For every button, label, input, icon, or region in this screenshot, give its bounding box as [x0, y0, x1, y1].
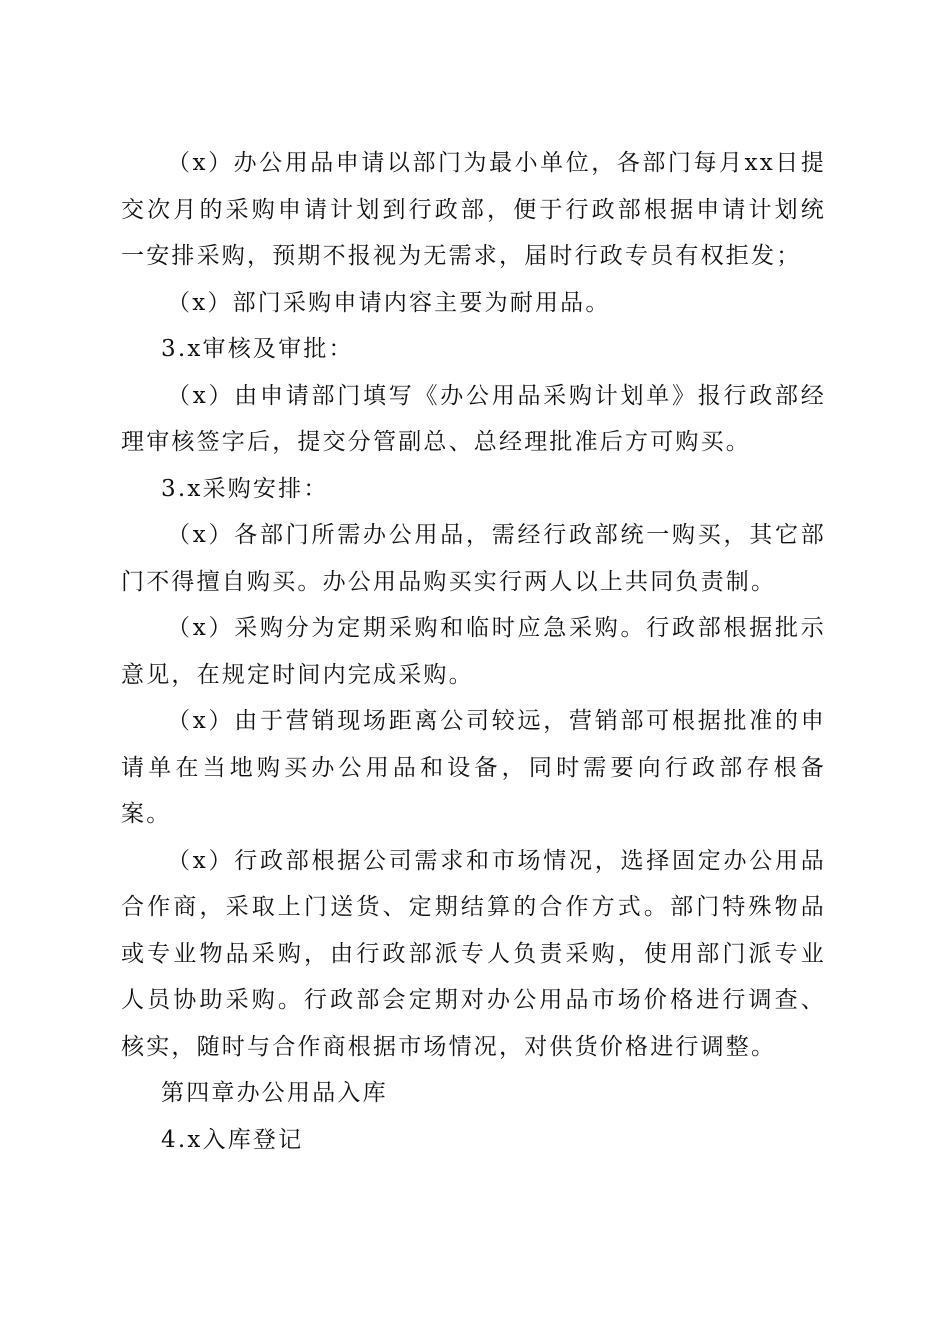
paragraph-supplier-cooperation: （x）行政部根据公司需求和市场情况，选择固定办公用品合作商，采取上门送货、定期结算的合作方式。部门特殊物品或专业物品采购，由行政部派专人负责采购，使用部门派专业人员协助采购。行政部会定期对办公用品市场价格进行调查、核实，随时与合作商根据市场情况，对供货价格进行调整。 — [121, 847, 826, 1060]
paragraph-unified-purchase: （x）各部门所需办公用品，需经行政部统一购买，其它部门不得擅自购买。办公用品购买实行两人以上共同负责制。 — [121, 522, 826, 595]
paragraph-durable-goods: （x）部门采购申请内容主要为耐用品。 — [167, 289, 611, 316]
paragraph-marketing-local-purchase: （x）由于营销现场距离公司较远，营销部可根据批准的申请单在当地购买办公用品和设备，同时需要向行政部存根备案。 — [121, 708, 826, 827]
section-heading-review-approval: 3.x审核及审批： — [161, 336, 354, 362]
paragraph-purchase-plan-form: （x）由申请部门填写《办公用品采购计划单》报行政部经理审核签字后，提交分管副总、总经理批准后方可购买。 — [121, 382, 826, 455]
paragraph-application-unit: （x）办公用品申请以部门为最小单位，各部门每月xx日提交次月的采购申请计划到行政部，便于行政部根据申请计划统一安排采购，预期不报视为无需求，届时行政专员有权拒发； — [121, 150, 826, 269]
paragraph-regular-emergency-purchase: （x）采购分为定期采购和临时应急采购。行政部根据批示意见，在规定时间内完成采购。 — [121, 615, 826, 688]
chapter-heading-warehousing: 第四章办公用品入库 — [161, 1080, 388, 1106]
document-page — [121, 140, 826, 1163]
section-heading-warehouse-registration: 4.x入库登记 — [161, 1126, 304, 1153]
section-heading-purchase-arrangement: 3.x采购安排： — [161, 475, 329, 502]
